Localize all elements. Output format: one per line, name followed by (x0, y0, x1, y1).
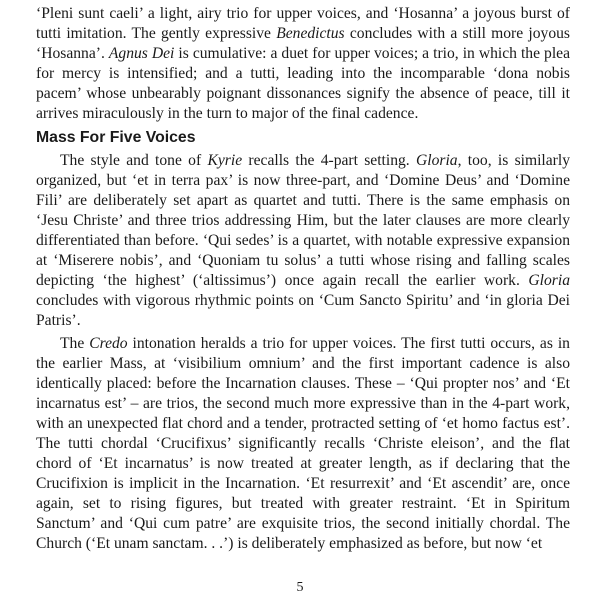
intro-text (36, 4, 570, 124)
paragraph-kyrie-gloria: The style and tone of Kyrie recalls the 4-part setting. Gloria, too, is similarly organized, but ‘et in terra pax’ is now three-part, and ‘Domine Deus’ and ‘Domine Fili’ are deliberately set apart as quartet and tutti. There is the same emphasis on ‘Jesu Christe’ and three trios addressing Him, but the later clauses are more clearly differentiated than before. ‘Qui sedes’ is a quartet, with notable expressive expansion at ‘Miserere nobis’, and ‘Quoniam tu solus’ a tutti whose rising and falling scales depicting ‘the highest’ (‘altissimus’) once again recall the earlier work. Gloria concludes with vigorous rhythmic points on ‘Cum Sancto Spiritu’ and ‘in gloria Dei Patris’. (36, 152, 571, 329)
paragraph-intro: ‘Pleni sunt caeli’ a light, airy trio for upper voices, and ‘Hosanna’ a joyous burst of tutti imitation. The gently expressive Benedictus concludes with a still more joyous ‘Hosanna’. Agnus Dei is cumulative: a duet for upper voices; a trio, in which the plea for mercy is intensified; and a tutti, leading into the incomparable ‘dona nobis pacem’ whose unbearably poignant dissonances signify the absence of peace, till it arrives miraculously in the turn to major of the final cadence. (36, 5, 571, 122)
italic-term: Credo (89, 335, 128, 352)
italic-term: Benedictus (276, 25, 345, 42)
italic-term: Gloria (416, 152, 458, 169)
section-text (36, 151, 570, 554)
italic-term: Kyrie (207, 152, 243, 169)
section-heading: Mass For Five Voices (36, 129, 196, 146)
page-number: 5 (296, 580, 304, 595)
italic-term: Agnus Dei (108, 45, 175, 62)
italic-term: Gloria (528, 272, 570, 289)
paragraph-credo: The Credo intonation heralds a trio for upper voices. The first tutti occurs, as in the earlier Mass, at ‘visibilium omnium’ and the first important cadence is also identically placed: before the Incarnation clauses. These – ‘Qui propter nos’ and ‘Et incarnatus est’ – are trios, the second much more expressive than in the 4-part work, with an unexpected flat chord and a tender, protracted setting of ‘et homo factus est’. The tutti chordal ‘Crucifixus’ significantly recalls ‘Christe eleison’, and the flat chord of ‘Et incarnatus’ is now treated at greater length, as if declaring that the Crucifixion is implicit in the Incarnation. ‘Et resurrexit’ and ‘Et ascendit’ are, once again, set to rising figures, but treated with greater restraint. ‘Et in Spiritum Sanctum’ and ‘Qui cum patre’ are exquisite trios, the second initially chordal. The Church (‘Et unam sanctam. . .’) is deliberately emphasized as before, but now ‘et (36, 335, 570, 552)
